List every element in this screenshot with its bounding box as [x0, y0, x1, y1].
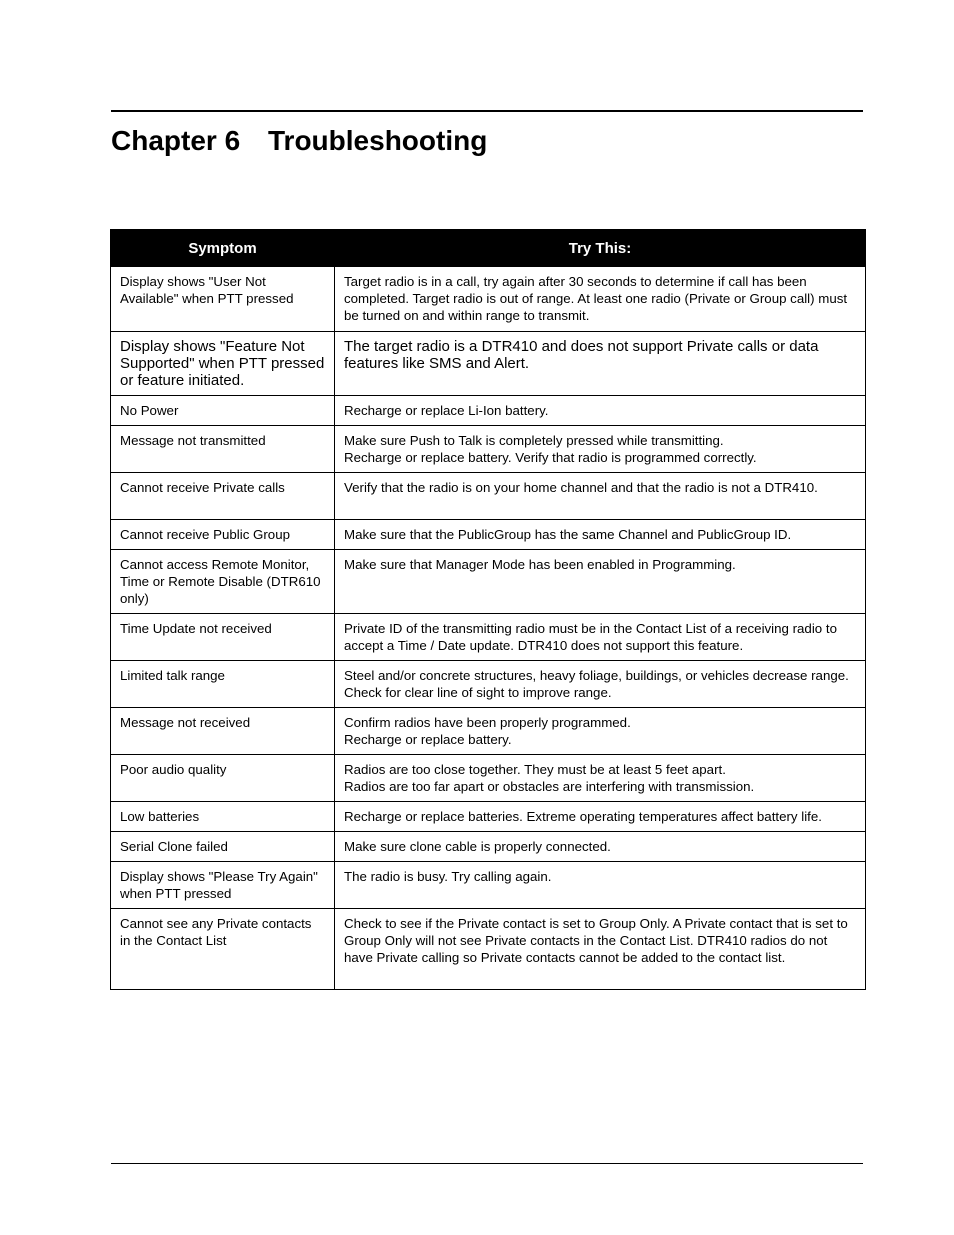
table-row	[111, 862, 866, 909]
symptom-cell: Low batteries	[111, 802, 335, 832]
chapter-title: Troubleshooting	[268, 125, 488, 156]
try-this-cell	[335, 614, 866, 661]
try-this-cell	[335, 426, 866, 473]
table-row	[111, 426, 866, 473]
try-this-text: Radios are too close together. They must be at least 5 feet apart.	[344, 762, 726, 777]
symptom-cell: No Power	[111, 396, 335, 426]
chapter-number: Chapter 6	[111, 125, 241, 156]
try-this-cell	[335, 909, 866, 990]
try-this-text: Private ID of the transmitting radio must be in the Contact List of a receiving radio to accept a Time / Date update. DTR410 does not support this feature.	[344, 621, 837, 653]
try-this-cell	[335, 708, 866, 755]
try-this-cell	[335, 473, 866, 520]
try-this-text: Make sure that Manager Mode has been enabled in Programming.	[344, 557, 736, 572]
table-row	[111, 396, 866, 426]
table-row	[111, 520, 866, 550]
try-this-cell	[335, 332, 866, 396]
table-row	[111, 909, 866, 990]
try-this-cell	[335, 755, 866, 802]
table-row	[111, 267, 866, 332]
try-this-text: Make sure that the PublicGroup has the same Channel and PublicGroup ID.	[344, 527, 792, 542]
troubleshooting-table	[110, 229, 866, 990]
table-row	[111, 332, 866, 396]
try-this-cell	[335, 802, 866, 832]
try-this-text: Steel and/or concrete structures, heavy foliage, buildings, or vehicles decrease range. Check for clear line of sight to improve range.	[344, 668, 849, 700]
try-this-text: Recharge or replace batteries. Extreme operating temperatures affect battery life.	[344, 809, 822, 824]
try-this-text: Confirm radios have been properly programmed.	[344, 715, 631, 730]
top-rule	[111, 110, 863, 112]
table-row	[111, 614, 866, 661]
table-row	[111, 832, 866, 862]
try-this-cell	[335, 396, 866, 426]
try-this-cell	[335, 832, 866, 862]
table-body	[111, 267, 866, 990]
try-this-text: The target radio is a DTR410 and does not support Private calls or data features like SMS and Alert.	[344, 338, 819, 372]
try-this-cell	[335, 267, 866, 332]
table-row	[111, 708, 866, 755]
try-this-cell	[335, 661, 866, 708]
try-this-header: Try This:	[335, 230, 866, 267]
try-this-cell	[335, 550, 866, 614]
table-header-row	[111, 230, 866, 267]
symptom-cell: Time Update not received	[111, 614, 335, 661]
table-row	[111, 802, 866, 832]
try-this-text: Target radio is in a call, try again after 30 seconds to determine if call has been completed. Target radio is out of range. At least one radio (Private or Group call) must be turned on and within range to transmit.	[344, 274, 848, 323]
try-this-text: Recharge or replace battery.	[344, 732, 512, 747]
try-this-text: Make sure clone cable is properly connected.	[344, 839, 611, 854]
try-this-cell	[335, 862, 866, 909]
symptom-cell: Display shows "Please Try Again" when PTT pressed	[111, 862, 335, 909]
symptom-header: Symptom	[111, 230, 335, 267]
symptom-cell: Message not transmitted	[111, 426, 335, 473]
table-row	[111, 661, 866, 708]
symptom-cell: Cannot receive Private calls	[111, 473, 335, 520]
symptom-cell: Cannot receive Public Group	[111, 520, 335, 550]
try-this-text: Recharge or replace battery. Verify that radio is programmed correctly.	[344, 450, 757, 465]
try-this-text: Check to see if the Private contact is set to Group Only. A Private contact that is set to Group Only will not see Private contacts in the Contact List. DTR410 radios do not have Private calling so Private contacts cannot be added to the contact list.	[344, 916, 848, 965]
symptom-cell: Cannot access Remote Monitor, Time or Remote Disable (DTR610 only)	[111, 550, 335, 614]
symptom-cell: Display shows "Feature Not Supported" when PTT pressed or feature initiated.	[111, 332, 335, 396]
try-this-text: Verify that the radio is on your home channel and that the radio is not a DTR410.	[344, 480, 818, 495]
symptom-cell: Display shows "User Not Available" when PTT pressed	[111, 267, 335, 332]
bottom-rule	[111, 1163, 863, 1164]
symptom-cell: Cannot see any Private contacts in the Contact List	[111, 909, 335, 990]
table-row	[111, 473, 866, 520]
try-this-text: Radios are too far apart or obstacles are interfering with transmission.	[344, 779, 755, 794]
try-this-cell	[335, 520, 866, 550]
try-this-text: Make sure Push to Talk is completely pressed while transmitting.	[344, 433, 724, 448]
symptom-cell: Serial Clone failed	[111, 832, 335, 862]
symptom-cell: Poor audio quality	[111, 755, 335, 802]
try-this-text: The radio is busy. Try calling again.	[344, 869, 552, 884]
symptom-cell: Limited talk range	[111, 661, 335, 708]
symptom-cell: Message not received	[111, 708, 335, 755]
chapter-heading	[111, 122, 487, 160]
table-row	[111, 755, 866, 802]
try-this-text: Recharge or replace Li-Ion battery.	[344, 403, 549, 418]
table-row	[111, 550, 866, 614]
